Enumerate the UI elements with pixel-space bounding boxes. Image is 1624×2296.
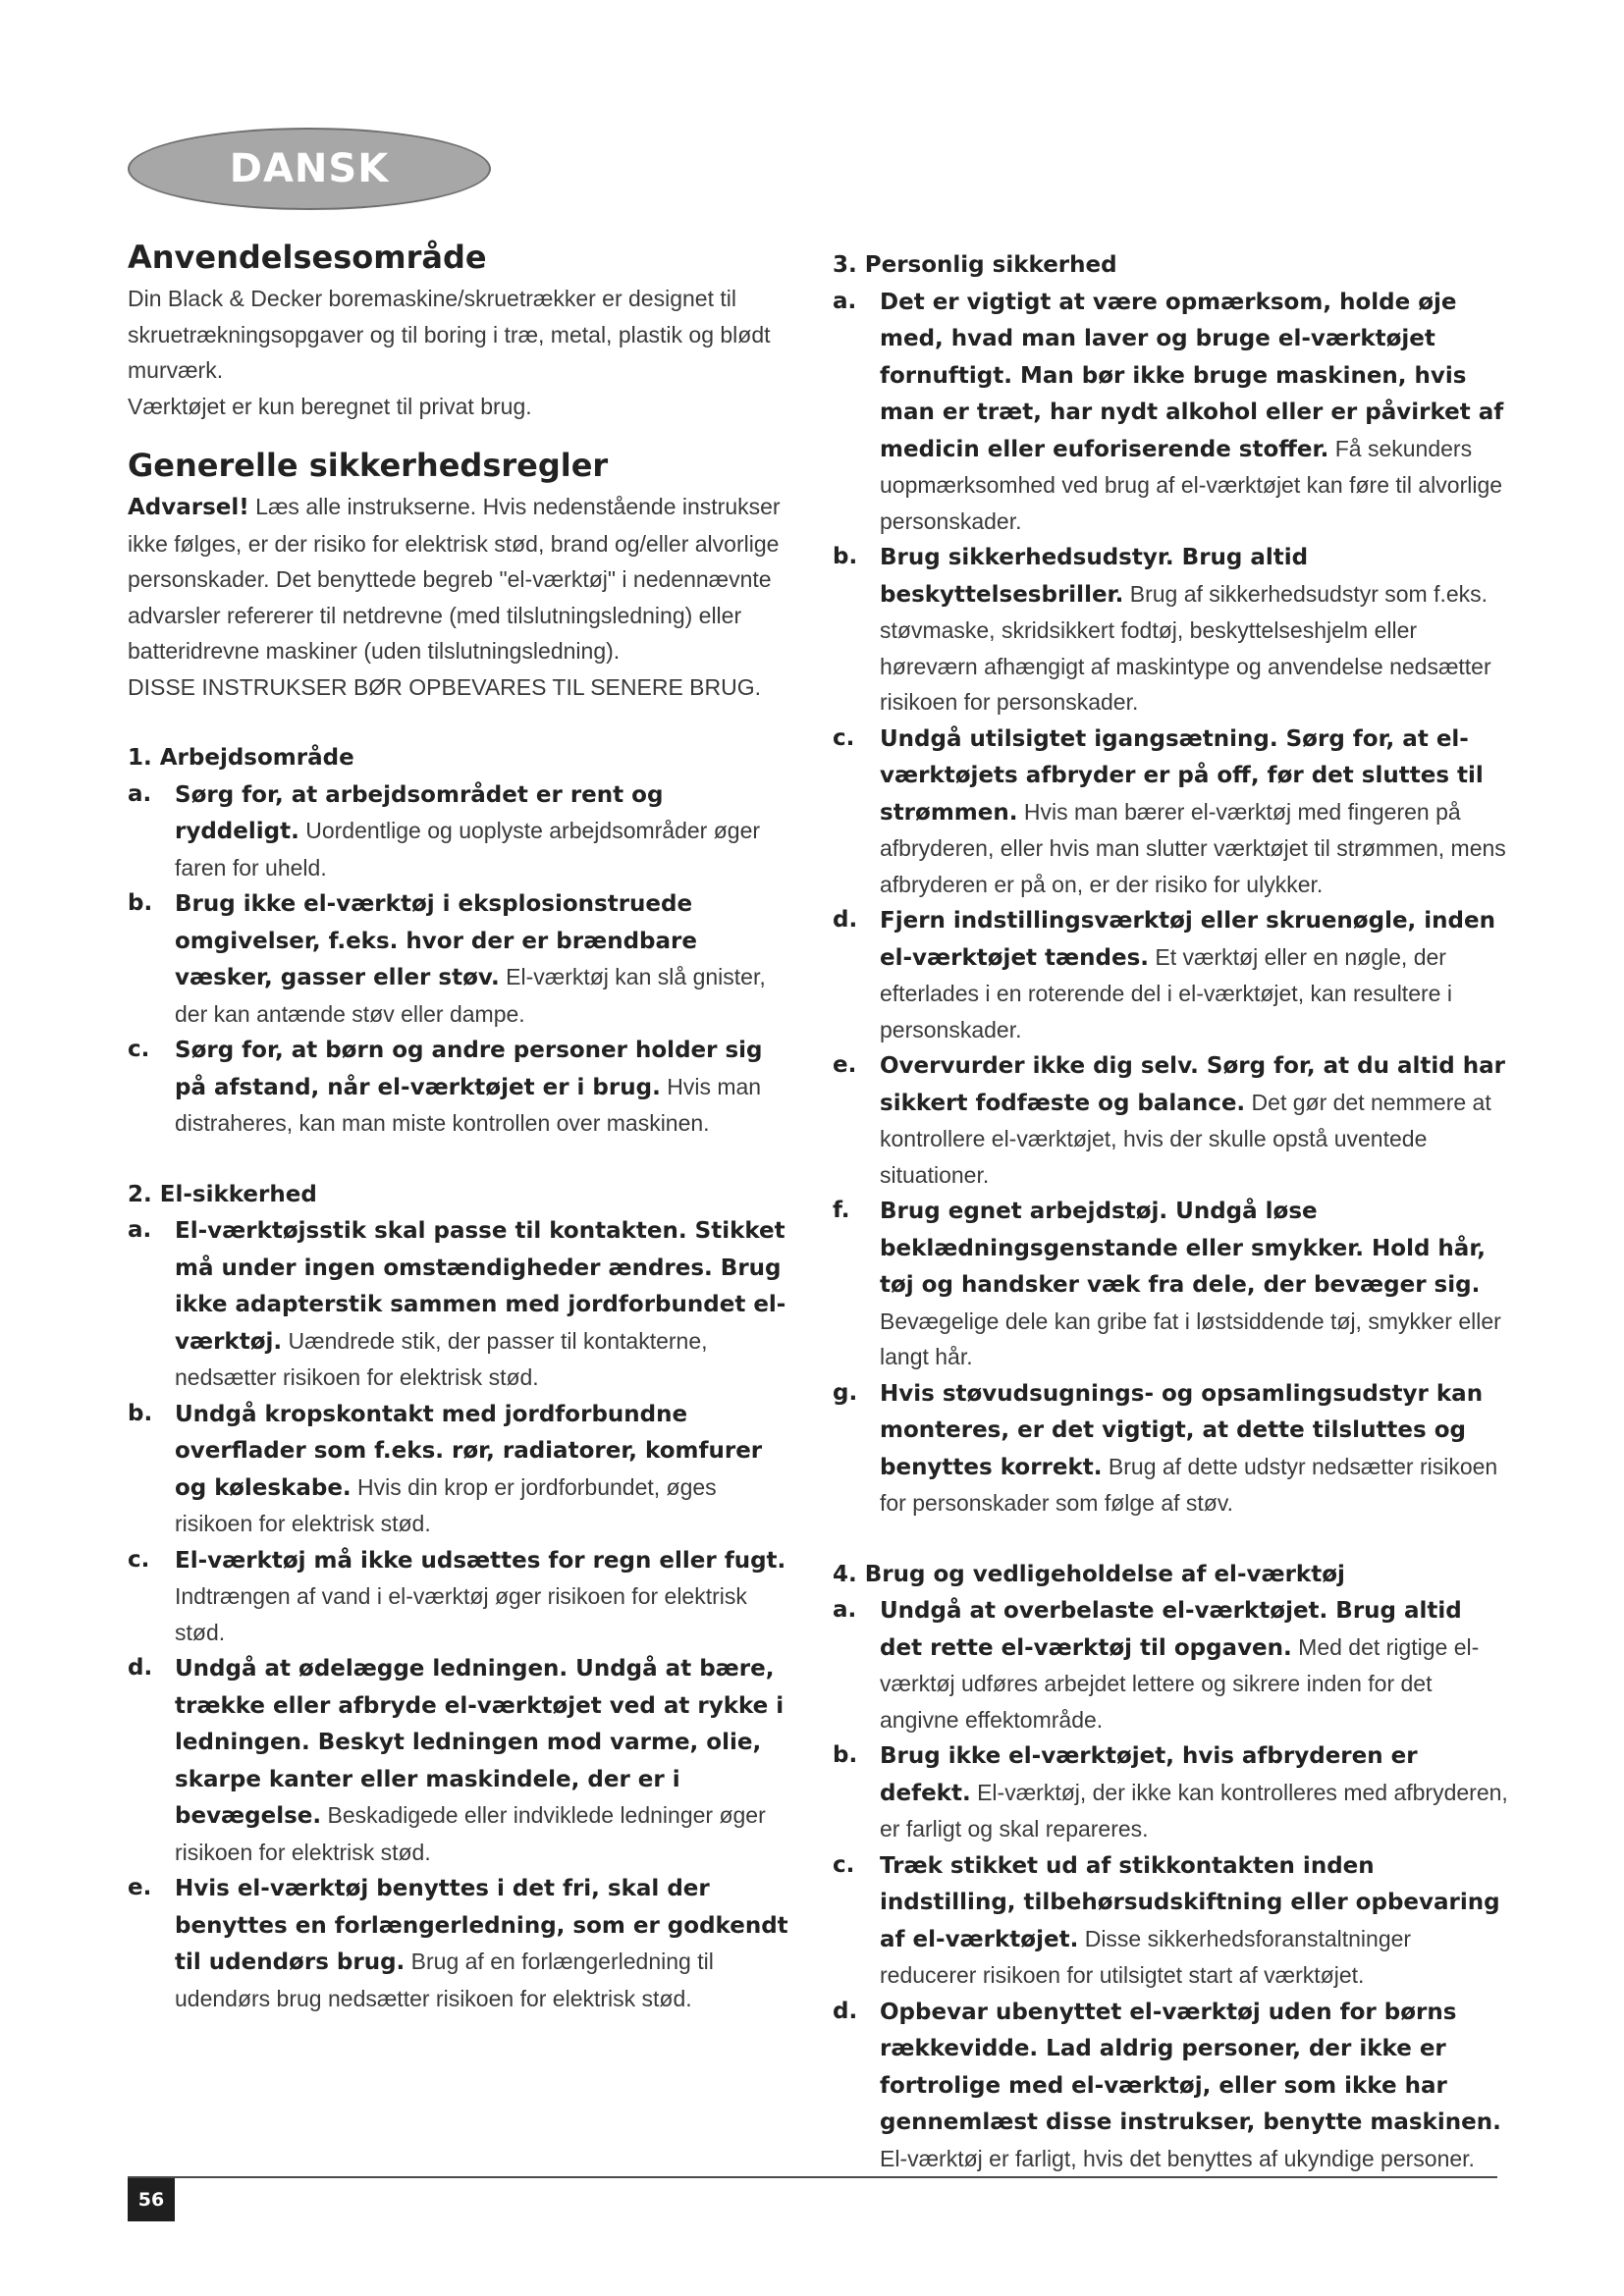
- rule-text: Disse sikkerhedsforanstaltninger reducerer risikoen for utilsigtet start af værktøjet.: [880, 1925, 1412, 1988]
- rule-2c: [128, 1542, 795, 1651]
- rule-bold: El-værktøjsstik skal passe til kontakten. Stikket må under ingen omstændigheder ændres. Brug ikke adapterstik sammen med jordforbundet el-værktøj.: [175, 1218, 786, 1355]
- rule-letter: a.: [833, 1597, 857, 1623]
- rule-letter: a.: [833, 288, 857, 314]
- intro-paragraph: Din Black & Decker boremaskine/skruetrækker er designet til skruetrækningsopgaver og til boring i træ, metal, plastik og blødt murværk.: [128, 286, 771, 383]
- rule-text: Brug af en forlængerledning til udendørs brug nedsætter risikoen for elektrisk stød.: [175, 1949, 714, 2011]
- rule-text: Bevægelige dele kan gribe fat i løstsiddende tøj, smykker eller langt hår.: [880, 1308, 1501, 1369]
- rule-3e: [833, 1047, 1510, 1193]
- rule-text: Brug af sikkerhedsudstyr som f.eks. støvmaske, skridsikkert fodtøj, beskyttelseshjelm eller høreværn afhængigt af maskintype og anvendelse nedsætter risikoen for personskader.: [880, 580, 1491, 715]
- rule-text: Brug af dette udstyr nedsætter risikoen for personskader som følge af støv.: [880, 1453, 1498, 1516]
- rule-letter: b.: [833, 1742, 858, 1768]
- rule-3c: [833, 721, 1510, 903]
- rule-letter: b.: [128, 1400, 153, 1426]
- rule-bold: Det er vigtigt at være opmærksom, holde øje med, hvad man laver og bruge el-værktøjet fornuftigt. Man bør ikke bruge maskinen, hvis man er træt, har nydt alkohol eller er påvirket af medicin eller euforiserende stoffer.: [880, 289, 1504, 462]
- rule-text: Indtrængen af vand i el-værktøj øger risikoen for elektrisk stød.: [175, 1583, 747, 1645]
- section-work-area-title: 1. Arbejdsområde: [128, 745, 354, 771]
- rule-letter: d.: [128, 1655, 153, 1681]
- rule-bold: El-værktøj må ikke udsættes for regn eller fugt.: [175, 1547, 786, 1574]
- rule-2a: [128, 1212, 795, 1396]
- rule-text: Hvis din krop er jordforbundet, øges risikoen for elektrisk stød.: [175, 1473, 717, 1536]
- rule-text: Et værktøj eller en nøgle, der efterlades i en roterende del i el-værktøjet, kan resultere i personskader.: [880, 943, 1452, 1042]
- warning-paragraph: [128, 489, 795, 669]
- rule-text: Uordentlige og uoplyste arbejdsområder øger faren for uheld.: [175, 818, 761, 881]
- rule-bold: Sørg for, at arbejdsområdet er rent og ryddeligt.: [175, 781, 664, 844]
- rule-4c: [833, 1847, 1510, 1994]
- rule-text: Få sekunders uopmærksomhed ved brug af el-værktøjet kan føre til alvorlige personskader.: [880, 435, 1503, 534]
- section-electrical-safety-title: 2. El-sikkerhed: [128, 1181, 317, 1207]
- heading-general-safety: Generelle sikkerhedsregler: [128, 447, 609, 484]
- rule-2d: [128, 1650, 795, 1870]
- rule-text: Med det rigtige el-værktøj udføres arbejdet lettere og sikrere inden for det angivne effektområde.: [880, 1633, 1480, 1733]
- rule-letter: e.: [128, 1875, 152, 1900]
- rule-bold: Brug sikkerhedsudstyr. Brug altid beskyttelsesbriller.: [880, 545, 1309, 608]
- left-column: [128, 238, 795, 2016]
- rule-text: Hvis man distraheres, kan man miste kontrollen over maskinen.: [175, 1073, 762, 1136]
- rule-bold: Hvis støvudsugnings- og opsamlingsudstyr kan monteres, er det vigtigt, at dette tilsluttes og benyttes korrekt.: [880, 1380, 1484, 1480]
- right-column: [833, 247, 1510, 2176]
- rule-bold: Opbevar ubenyttet el-værktøj uden for børns rækkevidde. Lad aldrig personer, der ikke er fortrolige med el-værktøj, eller som ikke har gennemlæst disse instrukser, benytte maskinen.: [880, 1999, 1501, 2135]
- rule-bold: Undgå at overbelaste el-værktøjet. Brug altid det rette el-værktøj til opgaven.: [880, 1598, 1462, 1661]
- rule-1b: [128, 885, 795, 1032]
- rule-letter: c.: [833, 1851, 855, 1878]
- rule-3g: [833, 1375, 1510, 1522]
- rule-4d: [833, 1994, 1510, 2177]
- rule-text: El-værktøj kan slå gnister, der kan antænde støv eller dampe.: [175, 964, 766, 1027]
- rule-text: Beskadigede eller indviklede ledninger øger risikoen for elektrisk stød.: [175, 1802, 766, 1865]
- heading-intended-use: Anvendelsesområde: [128, 239, 487, 276]
- section-personal-safety-title: 3. Personlig sikkerhed: [833, 252, 1117, 278]
- intro-private-use: Værktøjet er kun beregnet til privat brug.: [128, 393, 532, 419]
- rule-text: El-værktøj er farligt, hvis det benyttes af ukyndige personer.: [880, 2145, 1475, 2171]
- rule-letter: a.: [128, 1217, 152, 1243]
- warning-label: Advarsel!: [128, 495, 249, 520]
- page-number: 56: [128, 2178, 175, 2221]
- rule-1a: [128, 776, 795, 886]
- rule-letter: g.: [833, 1379, 858, 1406]
- rule-letter: f.: [833, 1198, 850, 1223]
- rule-4b: [833, 1737, 1510, 1847]
- rule-text: Uændrede stik, der passer til kontakterne, nedsætter risikoen for elektrisk stød.: [175, 1327, 708, 1390]
- rule-3a: [833, 284, 1510, 540]
- rule-2b: [128, 1396, 795, 1542]
- rule-letter: a.: [128, 780, 152, 807]
- rule-bold: Sørg for, at børn og andre personer holder sig på afstand, når el-værktøjet er i brug.: [175, 1038, 763, 1100]
- rule-letter: c.: [128, 1037, 150, 1062]
- language-badge: [128, 128, 491, 210]
- rule-bold: Overvurder ikke dig selv. Sørg for, at du altid har sikkert fodfæste og balance.: [880, 1053, 1505, 1116]
- rule-3f: [833, 1193, 1510, 1375]
- rule-2e: [128, 1870, 795, 2016]
- rule-letter: b.: [833, 544, 858, 569]
- rule-letter: d.: [833, 1998, 858, 2024]
- rule-text: El-værktøj, der ikke kan kontrolleres med afbryderen, er farligt og skal repareres.: [880, 1779, 1508, 1842]
- rule-bold: Undgå at ødelægge ledningen. Undgå at bære, trække eller afbryde el-værktøjet ved at rykke i ledningen. Beskyt ledningen mod varme, olie, skarpe kanter eller maskindele, der er i bevægelse.: [175, 1656, 785, 1829]
- rule-bold: Brug ikke el-værktøj i eksplosionstruede omgivelser, f.eks. hvor der er brændbare væsker, gasser eller støv.: [175, 891, 697, 990]
- rule-bold: Hvis el-værktøj benyttes i det fri, skal der benyttes en forlængerledning, som er godkendt til udendørs brug.: [175, 1876, 788, 1975]
- rule-3d: [833, 902, 1510, 1047]
- warning-text: Læs alle instrukserne. Hvis nedenstående instrukser ikke følges, er der risiko for elektrisk stød, brand og/eller alvorlige personskader. Det benyttede begreb "el-værktøj" i nedennævnte advarsler refererer til netdrevne (med tilslutningsledning) eller batteridrevne maskiner (uden tilslutningsledning).: [128, 494, 781, 664]
- rule-letter: d.: [833, 907, 858, 933]
- keep-instructions: DISSE INSTRUKSER BØR OPBEVARES TIL SENERE BRUG.: [128, 673, 762, 700]
- rule-bold: Undgå kropskontakt med jordforbundne overflader som f.eks. rør, radiatorer, komfurer og køleskabe.: [175, 1401, 763, 1501]
- rule-letter: b.: [128, 890, 153, 916]
- section-use-maintenance-title: 4. Brug og vedligeholdelse af el-værktøj: [833, 1561, 1345, 1587]
- rule-bold: Brug ikke el-værktøjet, hvis afbryderen er defekt.: [880, 1743, 1418, 1806]
- rule-text: Det gør det nemmere at kontrollere el-værktøjet, hvis der skulle opstå uventede situationer.: [880, 1089, 1491, 1188]
- rule-text: Hvis man bærer el-værktøj med fingeren på afbryderen, eller hvis man slutter værktøjet til strømmen, mens afbryderen er på on, er der risiko for ulykker.: [880, 798, 1506, 897]
- language-label: DANSK: [229, 146, 390, 191]
- rule-bold: Undgå utilsigtet igangsætning. Sørg for, at el-værktøjets afbryder er på off, før det sluttes til strømmen.: [880, 725, 1484, 826]
- rule-bold: Træk stikket ud af stikkontakten inden indstilling, tilbehørsudskiftning eller opbevaring af el-værktøjet.: [880, 1852, 1500, 1952]
- rule-bold: Fjern indstillingsværktøj eller skruenøgle, inden el-værktøjet tændes.: [880, 908, 1495, 971]
- rule-letter: c.: [833, 724, 855, 751]
- rule-letter: c.: [128, 1546, 150, 1573]
- rule-4a: [833, 1592, 1510, 1737]
- footer-divider: [128, 2176, 1497, 2178]
- rule-3b: [833, 539, 1510, 721]
- rule-1c: [128, 1032, 795, 1142]
- rule-bold: Brug egnet arbejdstøj. Undgå løse beklædningsgenstande eller smykker. Hold hår, tøj og handsker væk fra dele, der bevæger sig.: [880, 1199, 1487, 1298]
- rule-letter: e.: [833, 1052, 857, 1078]
